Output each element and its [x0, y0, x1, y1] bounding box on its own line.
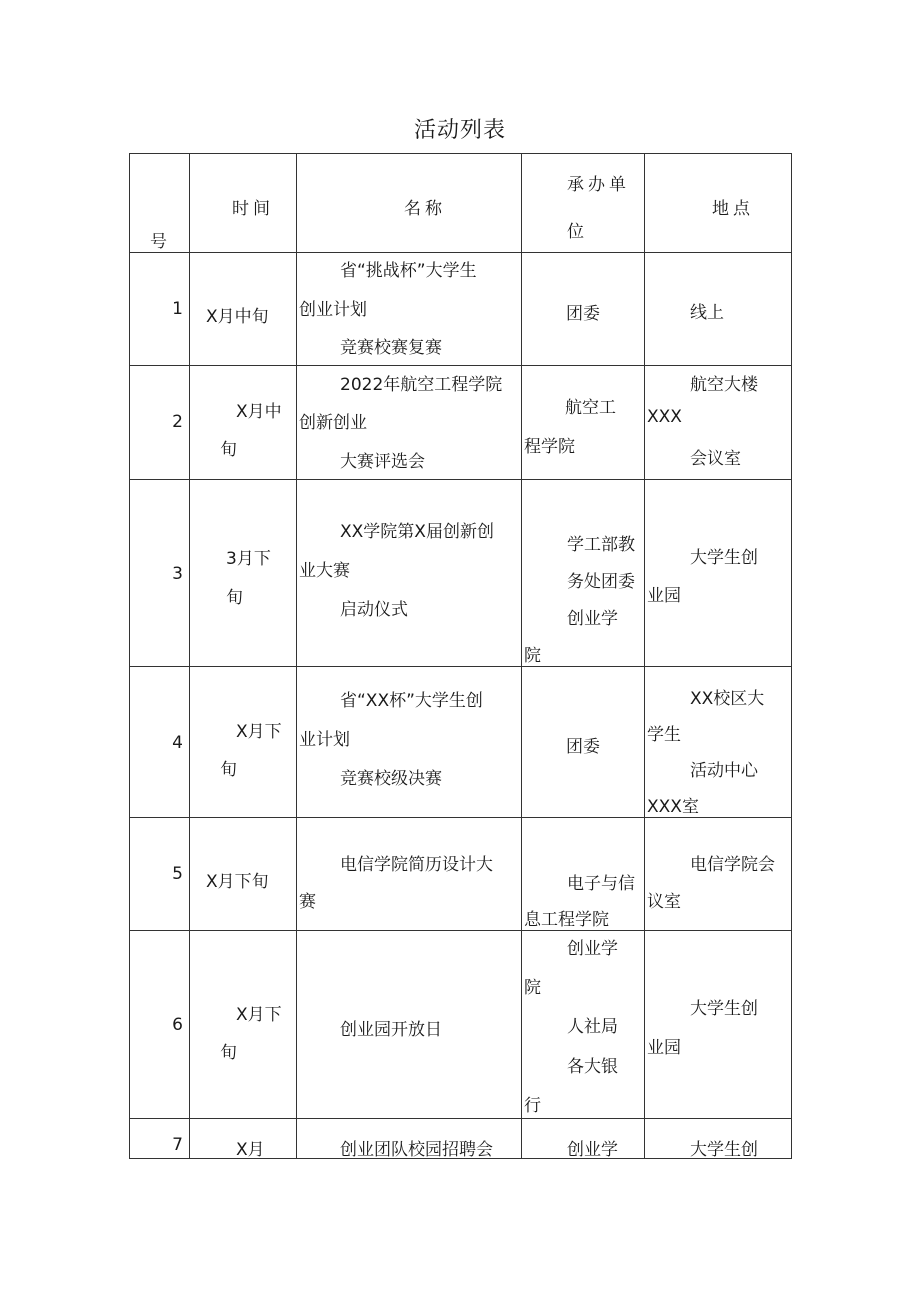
row-org-line: 航空工	[565, 398, 616, 418]
row-time-line: X月中旬	[206, 307, 269, 327]
row-num-cell	[130, 366, 190, 480]
row-place-line: 大学生创	[690, 548, 758, 568]
row-name-line: 创业团队校园招聘会	[340, 1140, 493, 1160]
row-place-line: 会议室	[690, 449, 741, 469]
row-time-cell	[190, 667, 297, 818]
row-name-cell	[297, 480, 522, 667]
row-place-line: 大学生创	[690, 999, 758, 1019]
row-org-cell	[522, 253, 645, 366]
row-num-cell	[130, 253, 190, 366]
row-num-cell	[130, 818, 190, 931]
row-org-line: 各大银	[567, 1057, 618, 1077]
row-time-line: X月下旬	[206, 872, 269, 892]
table-row	[130, 667, 792, 818]
row-time-line: 旬	[226, 588, 243, 608]
row-org-line: 电子与信	[567, 874, 635, 894]
row-place-cell	[645, 931, 792, 1119]
row-time-line: X月中	[236, 402, 282, 422]
row-org-line: 院	[524, 646, 541, 666]
row-place-cell	[645, 366, 792, 480]
row-place-line: 学生	[647, 725, 681, 745]
row-org-line: 团委	[566, 304, 600, 324]
row-time-line: X月下	[236, 722, 282, 742]
row-place-line: 活动中心	[690, 761, 758, 781]
row-time-cell	[190, 1119, 297, 1159]
row-name-line: 竞赛校级决赛	[340, 769, 442, 789]
row-place-line: 线上	[690, 303, 724, 323]
row-org-cell	[522, 667, 645, 818]
row-place-cell	[645, 1119, 792, 1159]
header-place-cell	[645, 154, 792, 253]
row-time-line: X月	[236, 1140, 265, 1160]
row-time-cell	[190, 253, 297, 366]
row-name-line: 2022年航空工程学院	[340, 375, 503, 395]
row-name-cell	[297, 667, 522, 818]
row-org-line: 创业学	[567, 1140, 618, 1160]
row-org-line: 创业学	[567, 609, 618, 629]
row-name-line: XX学院第X届创新创	[340, 522, 494, 542]
row-name-line: 创新创业	[299, 413, 367, 433]
table-row	[130, 818, 792, 931]
row-time-line: 旬	[220, 760, 237, 780]
header-name-cell	[297, 154, 522, 253]
row-time-cell	[190, 480, 297, 667]
row-name-cell	[297, 1119, 522, 1159]
row-org-line: 务处团委	[567, 572, 635, 592]
row-time-line: 旬	[220, 1043, 237, 1063]
row-org-line: 程学院	[524, 437, 575, 457]
header-org-line-1: 承办单	[567, 175, 630, 195]
row-num-cell	[130, 931, 190, 1119]
row-num: 6	[172, 1015, 183, 1035]
row-org-line: 行	[524, 1096, 541, 1116]
header-name: 名称	[404, 199, 446, 219]
row-place-cell	[645, 667, 792, 818]
row-time-line: 3月下	[226, 549, 271, 569]
row-name-line: 大赛评选会	[340, 452, 425, 472]
row-name-line: 省“XX杯”大学生创	[340, 691, 483, 711]
row-name-line: 创业园开放日	[340, 1020, 442, 1040]
row-org-cell	[522, 366, 645, 480]
row-num: 7	[172, 1135, 183, 1155]
row-num-cell	[130, 480, 190, 667]
row-org-cell	[522, 480, 645, 667]
row-name-line: 竞赛校赛复赛	[340, 338, 442, 358]
header-num-cell	[130, 154, 190, 253]
row-time-cell	[190, 931, 297, 1119]
header-org-cell	[522, 154, 645, 253]
row-place-line: XXX	[647, 407, 682, 427]
row-place-line: 电信学院会	[690, 855, 775, 875]
row-name-line: 创业计划	[299, 300, 367, 320]
row-num: 4	[172, 733, 183, 753]
row-org-line: 团委	[566, 737, 600, 757]
row-num-cell	[130, 1119, 190, 1159]
header-time: 时间	[232, 199, 274, 219]
row-org-cell	[522, 818, 645, 931]
table-row	[130, 1119, 792, 1159]
row-org-line: 院	[524, 978, 541, 998]
table-header-row	[130, 154, 792, 253]
row-time-cell	[190, 818, 297, 931]
row-name-line: 电信学院简历设计大	[340, 855, 493, 875]
row-place-line: 业园	[647, 1038, 681, 1058]
row-num: 5	[172, 864, 183, 884]
table-row	[130, 366, 792, 480]
row-place-line: 议室	[647, 892, 681, 912]
row-place-cell	[645, 480, 792, 667]
row-num: 1	[172, 299, 183, 319]
row-name-cell	[297, 366, 522, 480]
row-place-line: 航空大楼	[690, 375, 758, 395]
row-name-cell	[297, 818, 522, 931]
activity-table	[129, 153, 792, 1159]
table-row	[130, 931, 792, 1119]
table-row	[130, 480, 792, 667]
row-name-cell	[297, 931, 522, 1119]
row-place-cell	[645, 818, 792, 931]
row-num: 2	[172, 412, 183, 432]
row-place-line: XX校区大	[690, 689, 765, 709]
header-place: 地点	[712, 199, 754, 219]
row-org-line: 息工程学院	[524, 910, 609, 930]
row-org-line: 创业学	[567, 939, 618, 959]
row-num-cell	[130, 667, 190, 818]
row-place-line: 业园	[647, 586, 681, 606]
row-place-cell	[645, 253, 792, 366]
row-name-line: 业大赛	[299, 561, 350, 581]
header-time-cell	[190, 154, 297, 253]
row-num: 3	[172, 564, 183, 584]
row-name-line: 业计划	[299, 730, 350, 750]
row-name-line: 启动仪式	[340, 600, 408, 620]
row-org-line: 学工部教	[567, 535, 635, 555]
row-org-cell	[522, 1119, 645, 1159]
row-place-line: XXX室	[647, 797, 699, 817]
row-org-cell	[522, 931, 645, 1119]
table-row	[130, 253, 792, 366]
header-num: 号	[150, 232, 167, 252]
header-org-line-2: 位	[567, 222, 588, 242]
row-name-cell	[297, 253, 522, 366]
page-title: 活动列表	[413, 118, 506, 143]
row-time-line: X月下	[236, 1005, 282, 1025]
row-org-line: 人社局	[567, 1017, 618, 1037]
row-name-line: 省“挑战杯”大学生	[340, 261, 477, 281]
row-place-line: 大学生创	[690, 1140, 758, 1160]
row-name-line: 赛	[299, 892, 316, 912]
row-time-line: 旬	[220, 440, 237, 460]
row-time-cell	[190, 366, 297, 480]
